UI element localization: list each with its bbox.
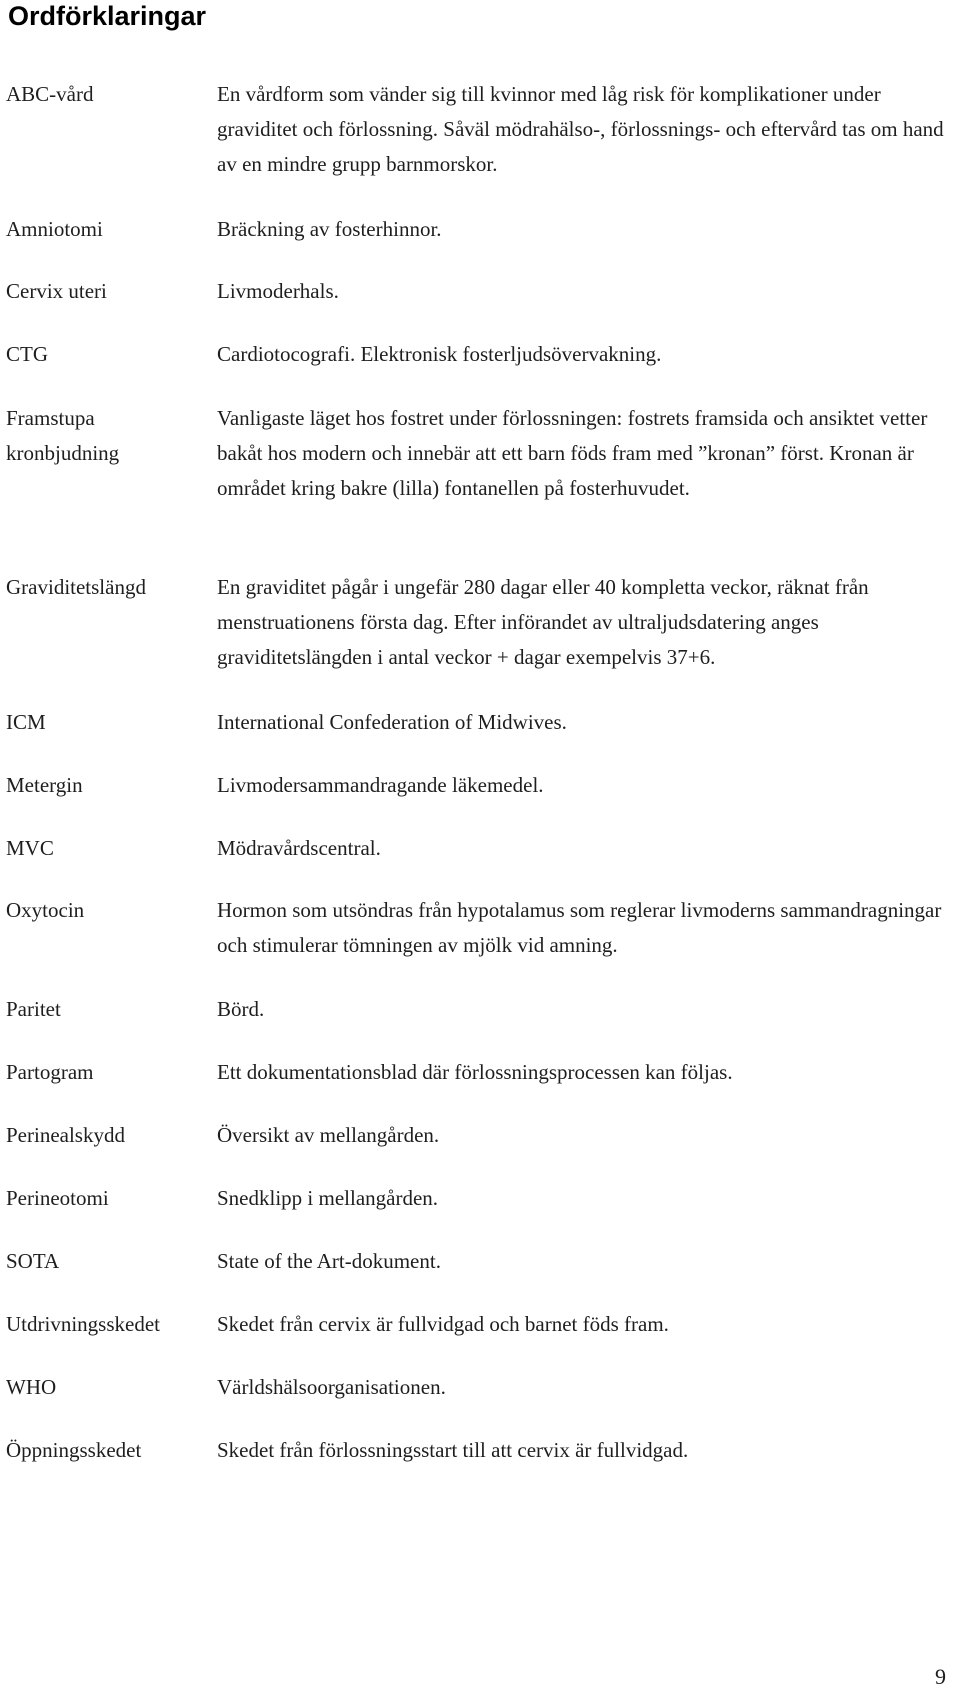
glossary-definition: International Confederation of Midwives.	[217, 710, 567, 734]
glossary-definition: Snedklipp i mellangården.	[217, 1186, 439, 1210]
page-number: 9	[935, 1664, 946, 1689]
glossary-definition: Bräckning av fosterhinnor.	[217, 217, 442, 241]
glossary-term: Graviditetslängd	[6, 575, 146, 599]
glossary-definition: Hormon som utsöndras från hypotalamus som reglerar livmoderns sammandragningar och stimulerar tömningen av mjölk vid amning.	[217, 898, 942, 957]
glossary-term: Cervix uteri	[6, 279, 107, 303]
glossary-definition: Skedet från cervix är fullvidgad och barnet föds fram.	[217, 1312, 669, 1336]
glossary-term: Framstupa kronbjudning	[6, 406, 120, 465]
glossary-term: ICM	[6, 710, 46, 734]
glossary-term: Partogram	[6, 1060, 94, 1084]
glossary-term: Perinealskydd	[6, 1123, 125, 1147]
glossary-definition: Börd.	[217, 997, 265, 1021]
glossary-term: Metergin	[6, 773, 83, 797]
glossary-definition: State of the Art-dokument.	[217, 1249, 441, 1273]
glossary-definition: Livmodersammandragande läkemedel.	[217, 773, 544, 797]
glossary-term: WHO	[6, 1375, 57, 1399]
glossary-term: CTG	[6, 342, 48, 366]
glossary-term: Perineotomi	[6, 1186, 109, 1210]
glossary-definition: Mödravårdscentral.	[217, 836, 381, 860]
glossary-definition: Vanligaste läget hos fostret under förlossningen: fostrets framsida och ansiktet vetter bakåt hos modern och innebär att ett barn föds fram med ”kronan” först. Kronan är området kring bakre (lilla) fontanellen på fosterhuvudet.	[217, 406, 928, 500]
glossary-definition: Skedet från förlossningsstart till att cervix är fullvidgad.	[217, 1438, 689, 1462]
glossary-definition: En vårdform som vänder sig till kvinnor med låg risk för komplikationer under graviditet och förlossning. Såväl mödrahälso-, förlossnings- och eftervård tas om hand av en mindre grupp barnmorskor.	[217, 82, 944, 176]
glossary-term: MVC	[6, 836, 54, 860]
glossary-definition: Cardiotocografi. Elektronisk fosterljudsövervakning.	[217, 342, 662, 366]
glossary-definition: Världshälsoorganisationen.	[217, 1375, 446, 1399]
glossary-term: Amniotomi	[6, 217, 103, 241]
glossary-term: SOTA	[6, 1249, 60, 1273]
glossary-definition: Livmoderhals.	[217, 279, 339, 303]
glossary-term: Utdrivningsskedet	[6, 1312, 160, 1336]
glossary-definition: Översikt av mellangården.	[217, 1123, 440, 1147]
glossary-term: Paritet	[6, 997, 61, 1021]
glossary-definition: En graviditet pågår i ungefär 280 dagar eller 40 kompletta veckor, räknat från menstruationens första dag. Efter införandet av ultraljudsdatering anges graviditetslängden i antal veckor + dagar exempelvis 37+6.	[217, 575, 869, 669]
glossary-term: Oxytocin	[6, 898, 85, 922]
glossary-term: Öppningsskedet	[6, 1438, 142, 1462]
glossary-definition: Ett dokumentationsblad där förlossningsprocessen kan följas.	[217, 1060, 733, 1084]
glossary-term: ABC-vård	[6, 82, 94, 106]
page-title: Ordförklaringar	[8, 1, 207, 31]
